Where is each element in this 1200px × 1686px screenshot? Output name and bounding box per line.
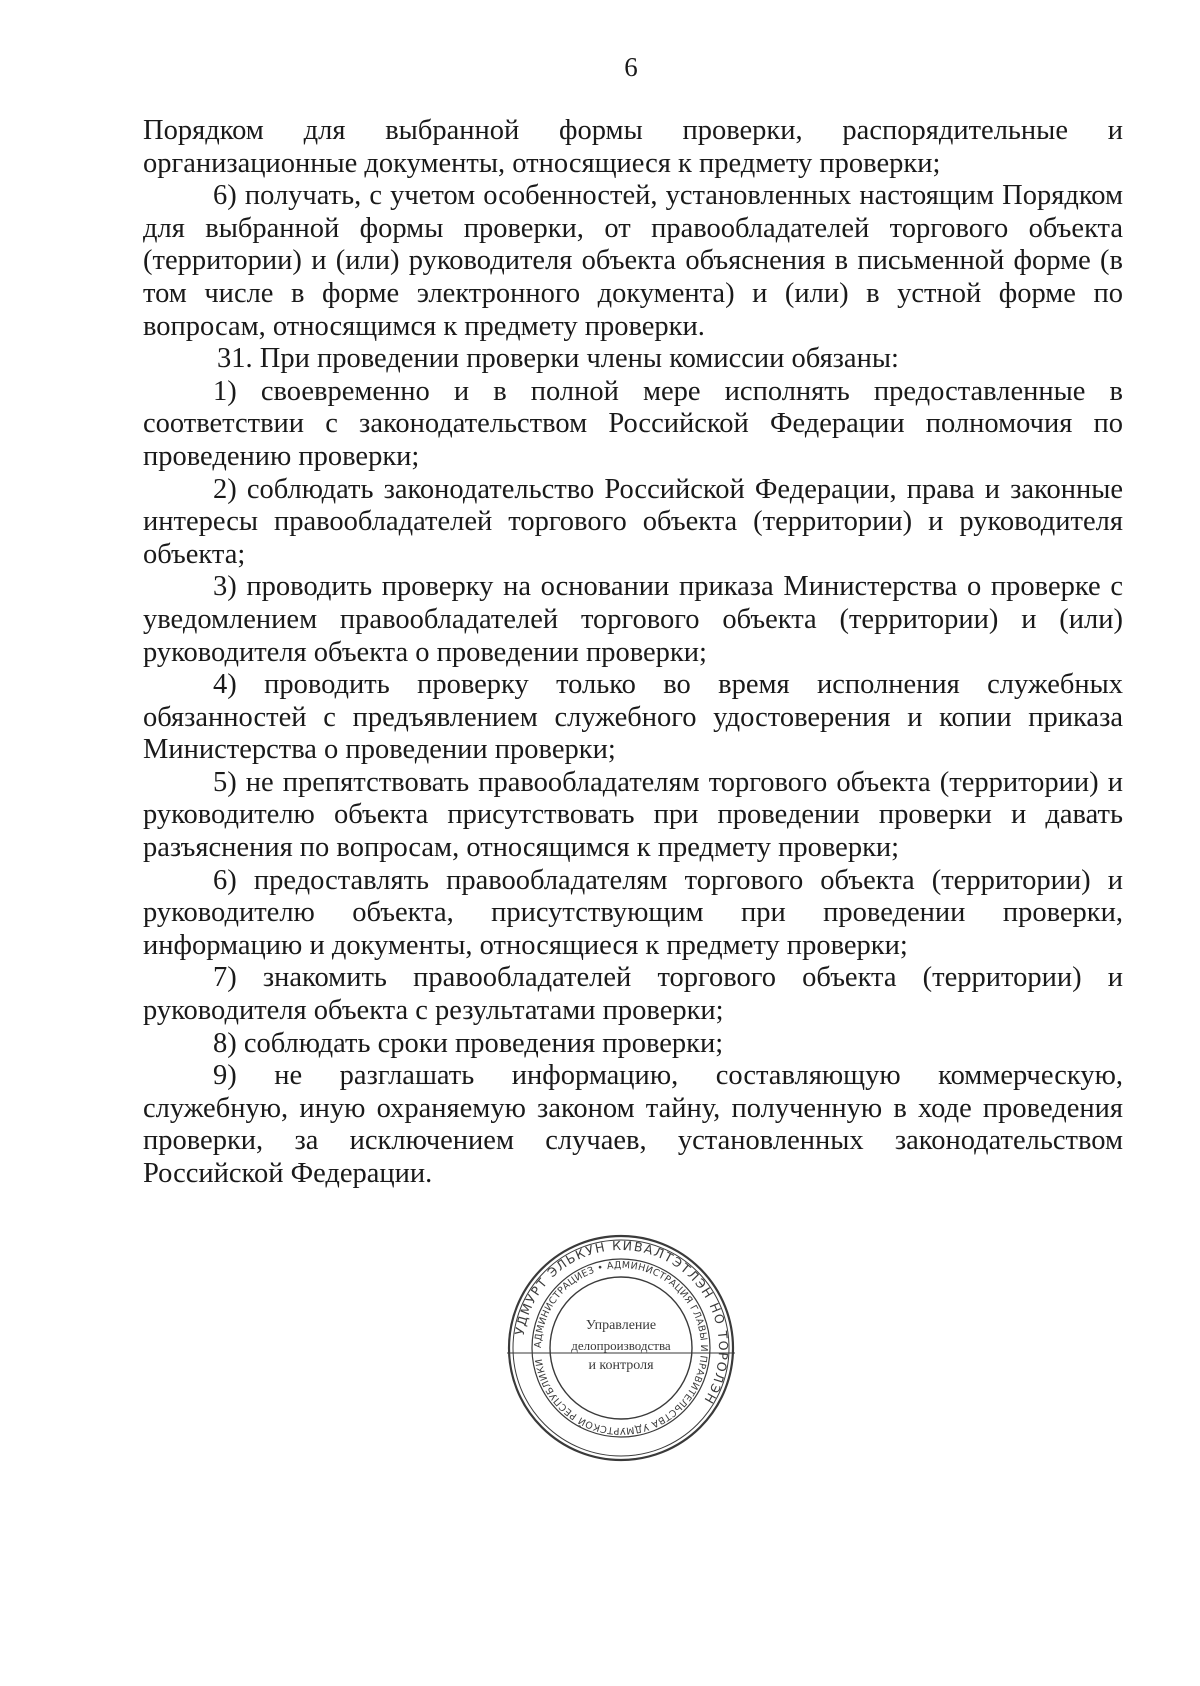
paragraph-clause-31: 31. При проведении проверки члены комиссии обязаны: <box>217 343 899 375</box>
paragraph-duty-4: 4) проводить проверку только во время исполнения служебных обязанностей с предъявлением служебного удостоверения и копии приказа Министерства о проведении проверки; <box>143 669 1123 766</box>
paragraph-duty-2: 2) соблюдать законодательство Российской Федерации, права и законные интересы правообладателей торгового объекта (территории) и руководителя объекта; <box>143 473 1123 570</box>
paragraph-duty-5: 5) не препятствовать правообладателям торгового объекта (территории) и руководителю объекта присутствовать при проведении проверки и давать разъяснения по вопросам, относящимся к предмету проверки; <box>143 766 1123 864</box>
document-body <box>143 115 1123 1191</box>
paragraph-duty-3: 3) проводить проверку на основании приказа Министерства о проверке с уведомлением правообладателей торгового объекта (территории) и (или) руководителя объекта о проведении проверки; <box>143 571 1123 668</box>
paragraph-duty-1: 1) своевременно и в полной мере исполнять предоставленные в соответствии с законодательством Российской Федерации полномочия по проведению проверки; <box>143 375 1123 472</box>
seal-inner-ring-text: АДМИНИСТРАЦИЕЗ • АДМИНИСТРАЦИЯ ГЛАВЫ И ПРАВИТЕЛЬСТВА УДМУРТСКОЙ РЕСПУБЛИКИ <box>532 1259 710 1437</box>
official-seal <box>505 1232 737 1464</box>
seal-outer-ring-text: УДМУРТ ЭЛЬКУН КИВАЛТЭТЛЭН НО ТОРОЛЭН <box>511 1237 732 1408</box>
paragraph-duty-9: 9) не разглашать информацию, составляющую коммерческую, служебную, иную охраняемую законом тайну, полученную в ходе проведения проверки, за исключением случаев, установленных законодательством Российской Федерации. <box>143 1060 1123 1189</box>
paragraph-duty-6: 6) предоставлять правообладателям торгового объекта (территории) и руководителю объекта, присутствующим при проведении проверки, информацию и документы, относящиеся к предмету проверки; <box>143 864 1123 961</box>
page-number: 6 <box>624 52 638 82</box>
paragraph-item-6-receive-explanations: 6) получать, с учетом особенностей, установленных настоящим Порядком для выбранной формы проверки, от правообладателей торгового объекта (территории) и (или) руководителя объекта объяснения в письменной форме (в том числе в форме электронного документа) и (или) в устной форме по вопросам, относящимся к предмету проверки. <box>143 180 1123 342</box>
seal-center-line-1: Управление <box>585 1318 657 1333</box>
paragraph-duty-8: 8) соблюдать сроки проведения проверки; <box>213 1027 724 1059</box>
seal-center-line-2: делопроизводства <box>571 1338 671 1353</box>
paragraph-duty-7: 7) знакомить правообладателей торгового объекта (территории) и руководителя объекта с результатами проверки; <box>143 962 1123 1027</box>
seal-center-line-3: и контроля <box>588 1358 654 1373</box>
paragraph-continuation: Порядком для выбранной формы проверки, распорядительные и организационные документы, относящиеся к предмету проверки; <box>143 115 1123 179</box>
